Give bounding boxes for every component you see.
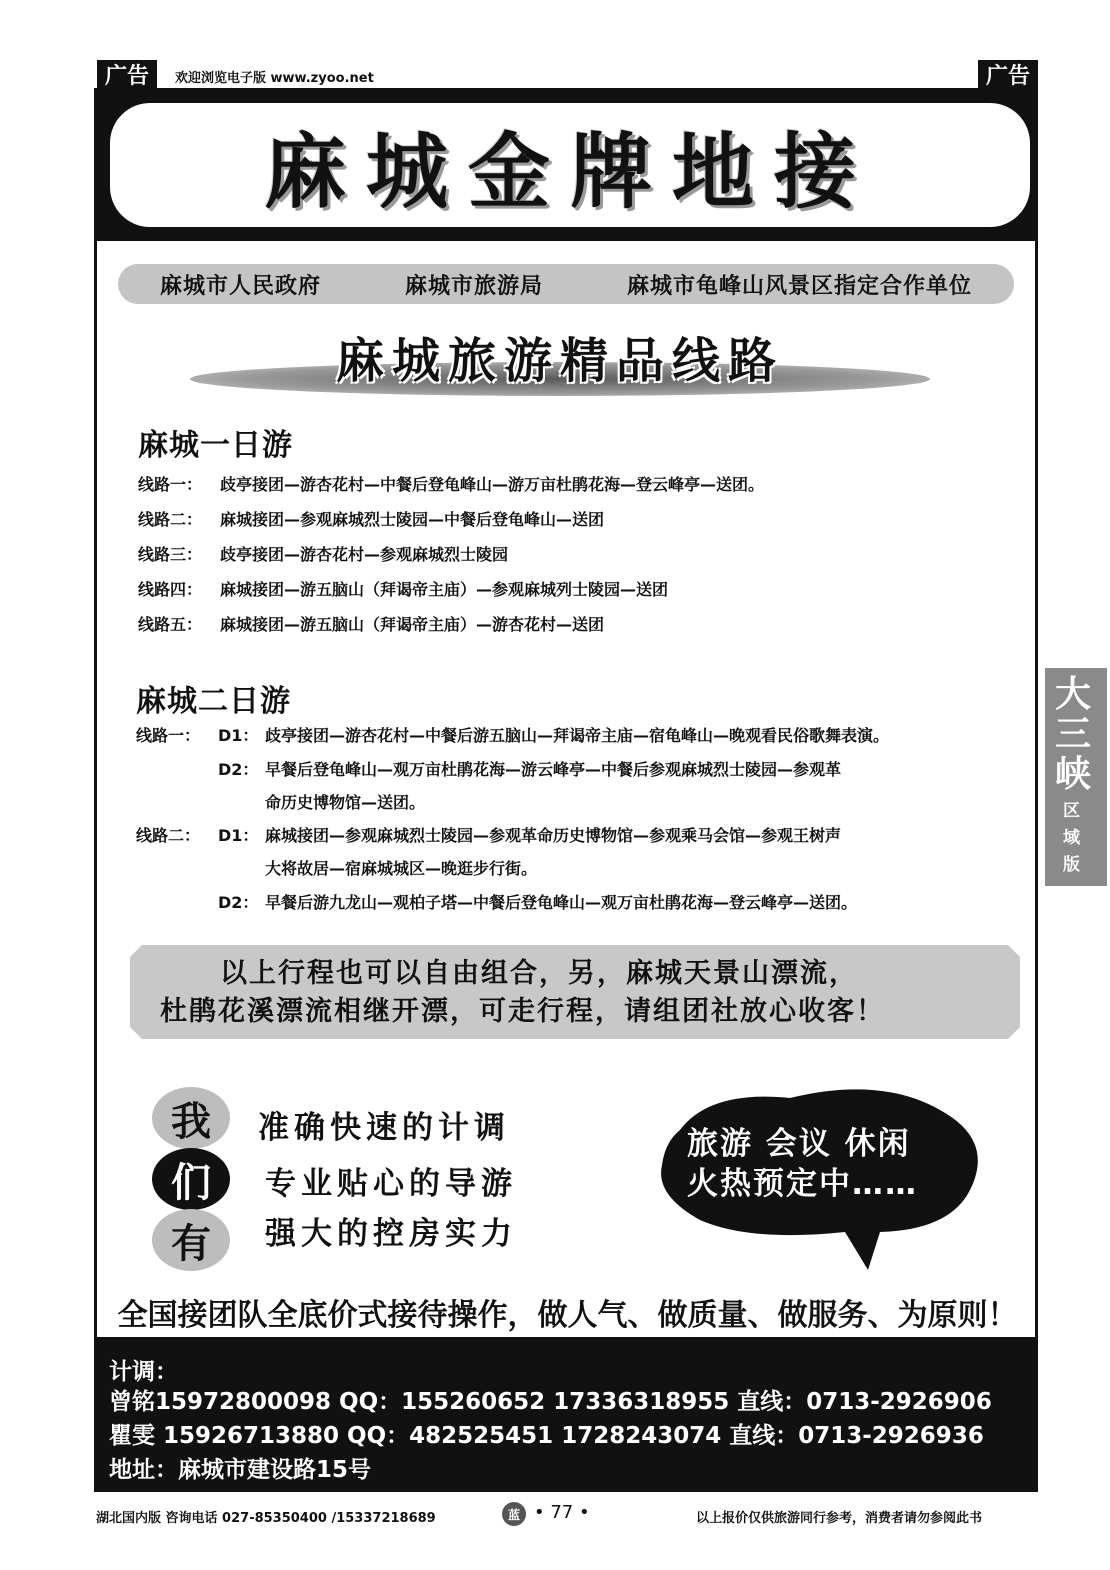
notice-line-2: 杜鹃花溪漂流相继开漂，可走行程，请组团社放心收客！ [160, 996, 885, 1027]
bubble-line-2: 火热预定中…… [687, 1166, 918, 1202]
side-small-char: 区 [1063, 801, 1080, 821]
side-big-char: 三 [1055, 713, 1092, 755]
region-side-tab [1045, 668, 1107, 886]
section-title: 麻城旅游精品线路 [335, 333, 784, 389]
list-item [138, 542, 1018, 577]
we-char-circle: 我 [152, 1087, 230, 1149]
tour1-heading: 麻城一日游 [138, 428, 293, 463]
route-label: 线路一： [138, 475, 203, 494]
bubble-line-1: 旅游 会议 休闲 [687, 1126, 911, 1162]
tour2-route2-d2: 早餐后游九龙山—观柏子塔—中餐后登龟峰山—观万亩杜鹃花海—登云峰亭—送团。 [265, 893, 858, 912]
side-small-char: 版 [1063, 855, 1080, 875]
feature-guide: 专业贴心的导游 [265, 1166, 517, 1202]
ad-tag-right: 广告 [978, 60, 1038, 94]
partner-tourism-bureau: 麻城市旅游局 [404, 273, 543, 299]
side-big-char: 峡 [1055, 753, 1092, 795]
site-url[interactable]: 欢迎浏览电子版 www.zyoo.net [175, 71, 374, 86]
main-title: 麻城金牌地接 [263, 123, 876, 220]
route-label: 线路四： [138, 580, 203, 599]
page-number: • 77 • [534, 1502, 590, 1523]
tour2-heading: 麻城二日游 [136, 684, 291, 719]
route-label: 线路五： [138, 615, 203, 634]
side-small-char: 域 [1063, 828, 1080, 848]
contact-heading: 计调： [109, 1359, 178, 1385]
route-text: 歧亭接团—游杏花村—中餐后登龟峰山—游万亩杜鹃花海—登云峰亭—送团。 [220, 475, 765, 494]
tour2-route2-d2-day: D2： [218, 893, 259, 912]
tour2-route2-d1-day: D1： [218, 826, 259, 845]
men-char-circle: 们 [152, 1148, 230, 1210]
route-label: 线路三： [138, 545, 203, 564]
contact-address: 地址：麻城市建设路15号 [109, 1457, 372, 1483]
route-text: 歧亭接团—游杏花村—参观麻城烈士陵园 [220, 545, 509, 564]
footer-disclaimer: 以上报价仅供旅游同行参考，消费者请勿参阅此书 [696, 1511, 983, 1526]
route-label: 线路二： [138, 510, 203, 529]
tour2-route1-d2-line2: 命历史博物馆—送团。 [265, 793, 426, 812]
tour1-route-list [138, 472, 1018, 647]
partner-bar [118, 264, 1014, 304]
route-text: 麻城接团—游五脑山（拜谒帝主庙）—参观麻城列士陵园—送团 [220, 580, 669, 599]
notice-line-1: 以上行程也可以自由组合，另，麻城天景山漂流， [220, 958, 858, 989]
tour2-route1-d2-day: D2： [218, 760, 259, 779]
edition-badge-icon: 蓝 [502, 1502, 526, 1526]
footer-edition: 湖北国内版 咨询电话 027-85350400 /15337218689 [96, 1511, 436, 1526]
contact-block [97, 1337, 1035, 1489]
tour2-route1-d1: 歧亭接团—游杏花村—中餐后游五脑山—拜谒帝主庙—宿龟峰山—晚观看民俗歌舞表演。 [265, 726, 890, 745]
tour2-route1-label: 线路一： [136, 726, 201, 745]
you-char-circle: 有 [152, 1209, 230, 1271]
contact-row-1[interactable]: 曾铭15972800098 QQ：155260652 17336318955 直线：0713-2926906 [109, 1389, 992, 1415]
side-big-char: 大 [1055, 673, 1092, 715]
list-item [138, 472, 1018, 507]
route-text: 麻城接团—游五脑山（拜谒帝主庙）—游杏花村—送团 [220, 615, 605, 634]
tour2-route2-d1-line2: 大将故居—宿麻城城区—晚逛步行街。 [265, 859, 538, 878]
slogan: 全国接团队全底价式接待操作，做人气、做质量、做服务、为原则！ [117, 1298, 1018, 1333]
tour2-route1-d1-day: D1： [218, 726, 259, 745]
ad-tag-left: 广告 [97, 60, 157, 94]
list-item [138, 612, 1018, 647]
feature-rooms: 强大的控房实力 [265, 1216, 517, 1252]
list-item [138, 577, 1018, 612]
feature-dispatch: 准确快速的计调 [258, 1110, 510, 1146]
tour2-route2-label: 线路二： [136, 826, 201, 845]
partner-scenic-area: 麻城市龟峰山风景区指定合作单位 [626, 273, 972, 299]
contact-row-2[interactable]: 瞿雯 15926713880 QQ：482525451 1728243074 直线：0713-2926936 [109, 1423, 984, 1449]
tour2-route2-d1-line1: 麻城接团—参观麻城烈士陵园—参观革命历史博物馆—参观乘马会馆—参观王树声 [265, 826, 842, 845]
list-item [138, 507, 1018, 542]
partner-government: 麻城市人民政府 [159, 273, 321, 299]
route-text: 麻城接团—参观麻城烈士陵园—中餐后登龟峰山—送团 [220, 510, 605, 529]
notice-banner-text [130, 955, 1020, 1031]
tour2-route1-d2-line1: 早餐后登龟峰山—观万亩杜鹃花海—游云峰亭—中餐后参观麻城烈士陵园—参观革 [265, 760, 842, 779]
